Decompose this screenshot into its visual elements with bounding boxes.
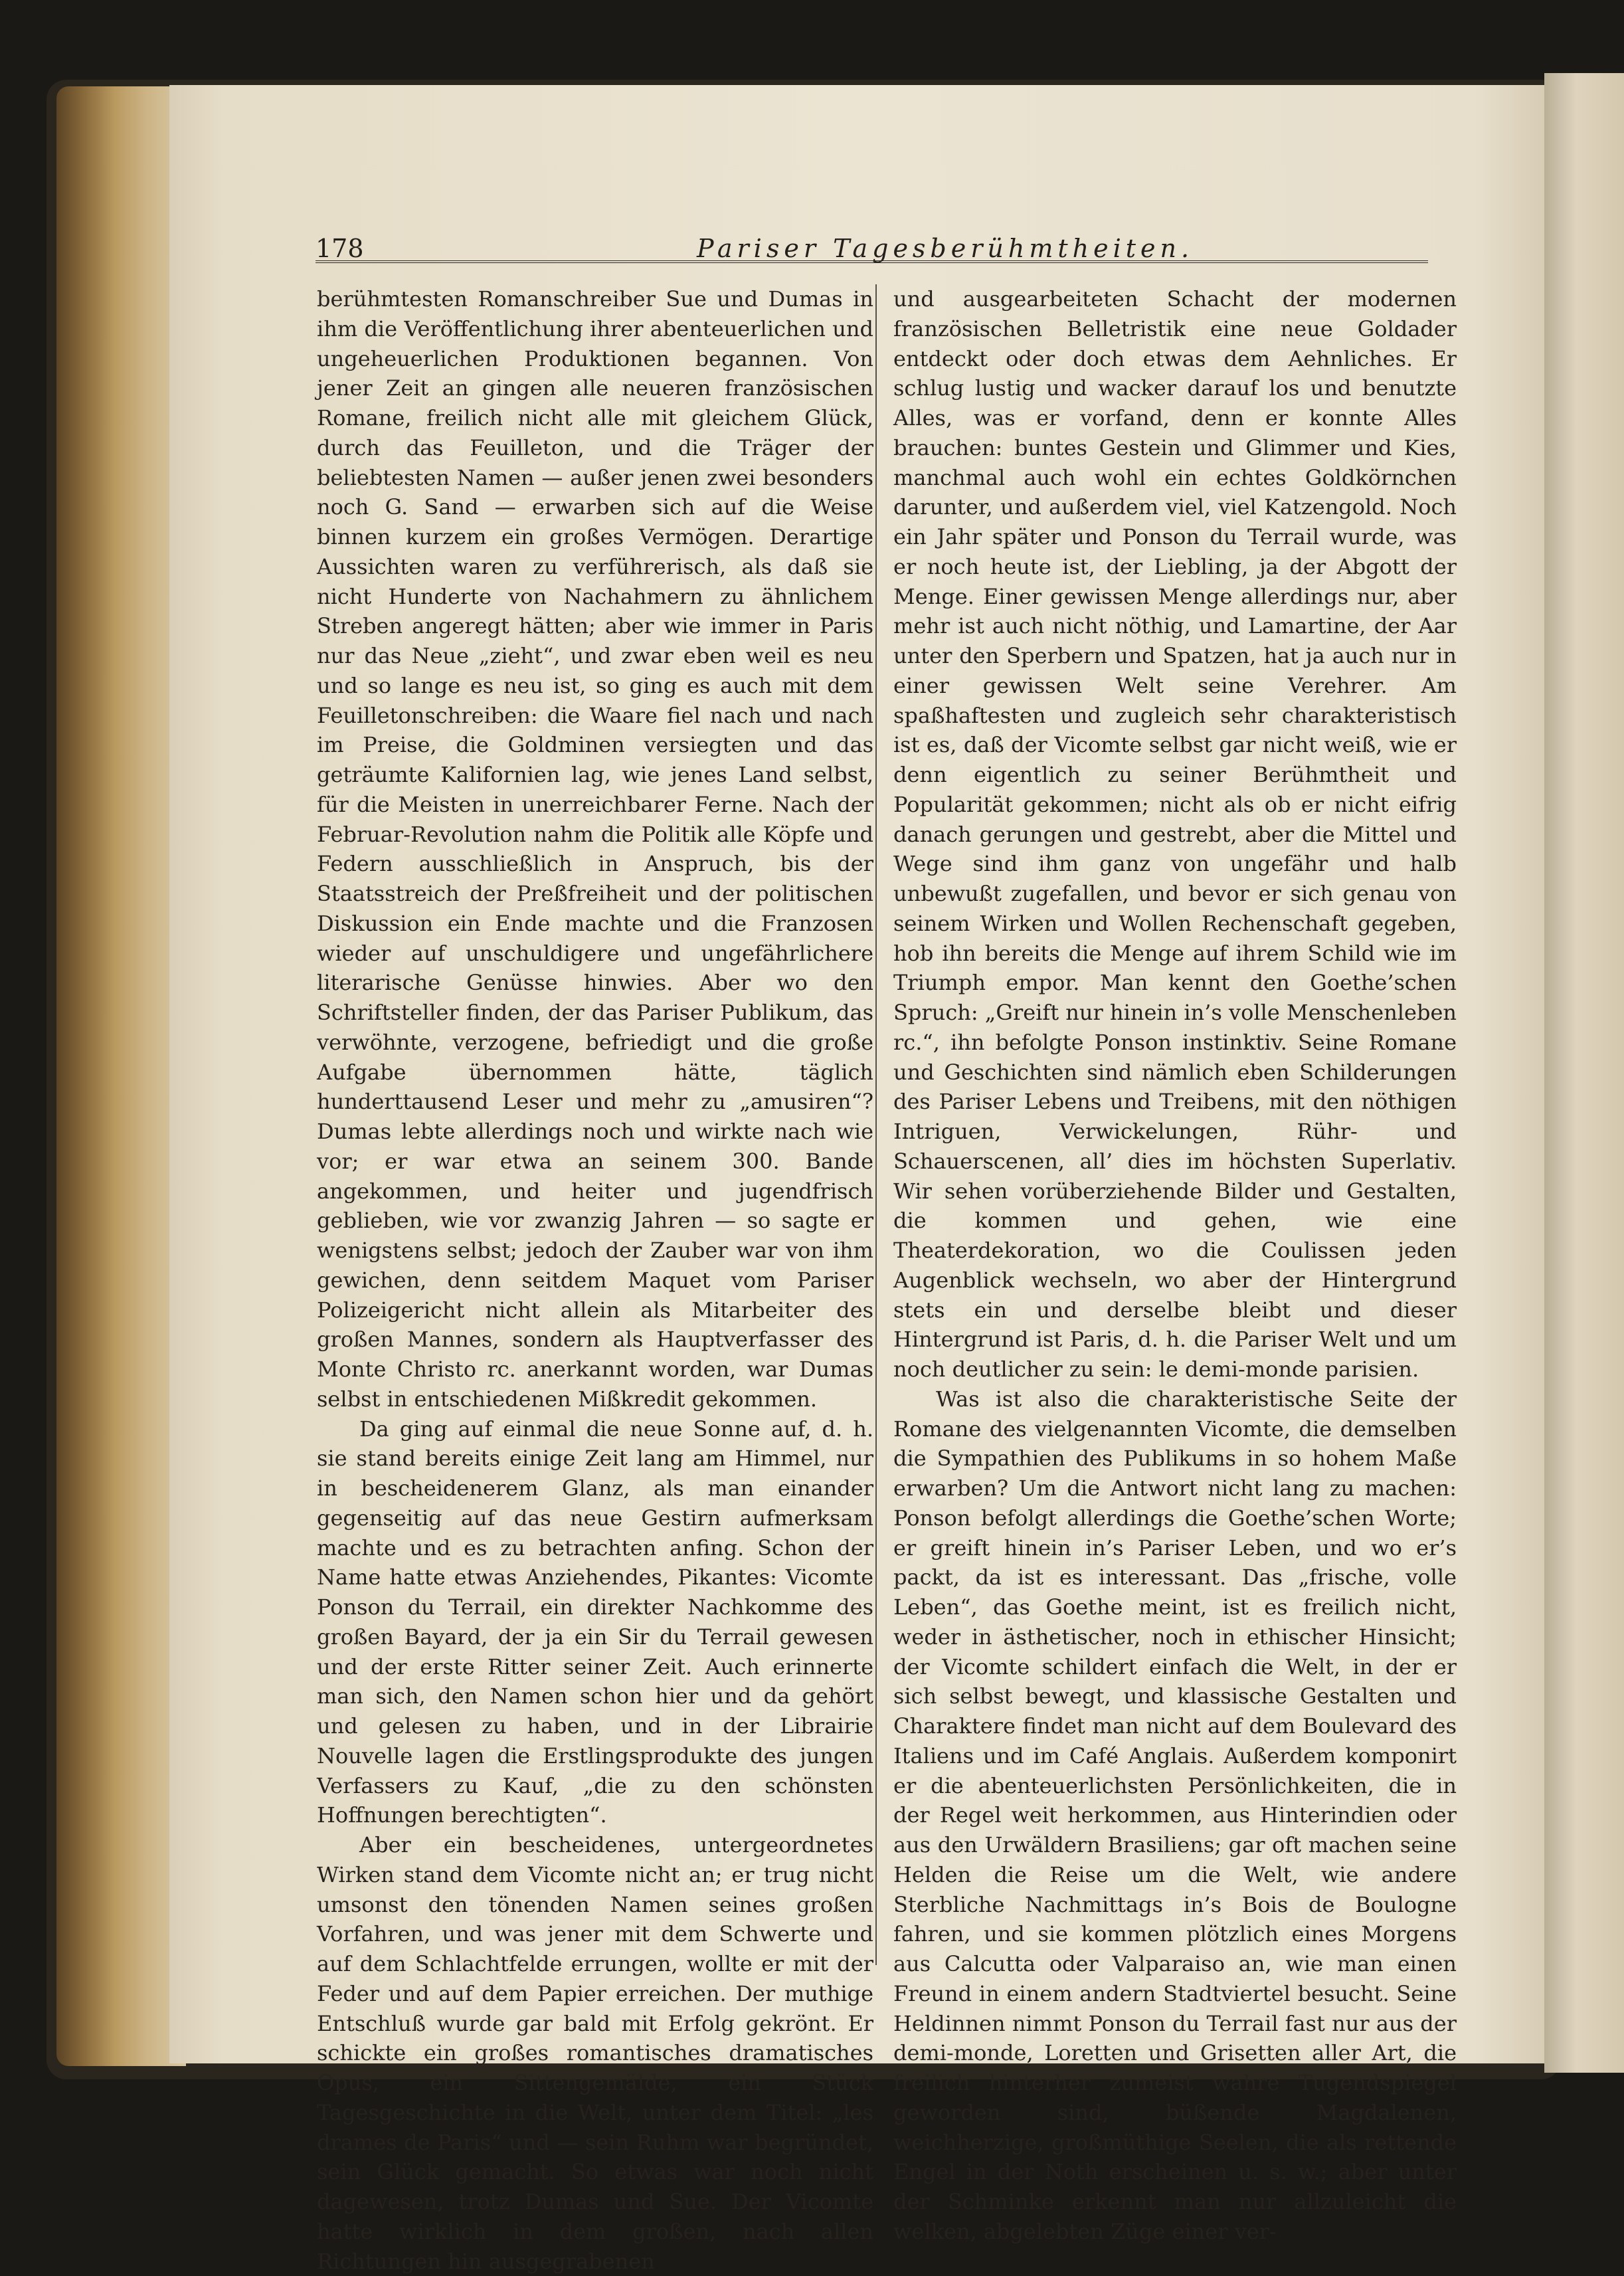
paragraph: berühmtesten Romanschreiber Sue und Dumas in ihm die Veröffentlichung ihrer abenteuerlichen und ungeheuerlichen Produktionen begannen. Von jener Zeit an gingen alle neueren französischen Romane, freilich nicht alle mit gleichem Glück, durch das Feuilleton, und die Träger der beliebtesten Namen — außer jenen zwei besonders noch G. Sand — erwarben sich auf die Weise binnen kurzem ein großes Vermögen. Derartige Aussichten waren zu verführerisch, als daß sie nicht Hunderte von Nachahmern zu ähnlichem Streben angeregt hätten; aber wie immer in Paris nur das Neue „zieht“, und zwar eben weil es neu und so lange es neu ist, so ging es auch mit dem Feuilletonschreiben: die Waare fiel nach und nach im Preise, die Goldminen versiegten und das geträumte Kalifornien lag, wie jenes Land selbst, für die Meisten in unerreichbarer Ferne. Nach der Februar-Revolution nahm die Politik alle Köpfe und Federn ausschließlich in Anspruch, bis der Staatsstreich der Preßfreiheit und der politischen Diskussion ein Ende machte und die Franzosen wieder auf unschuldigere und ungefährlichere literarische Genüsse hinwies. Aber wo den Schriftsteller finden, der das Pariser Publikum, das verwöhnte, verzogene, befriedigt und die große Aufgabe übernommen hätte, täglich hunderttausend Leser und mehr zu „amusiren“? Dumas lebte allerdings noch und wirkte nach wie vor; er war etwa an seinem 300. Bande angekommen, und heiter und jugendfrisch geblieben, wie vor zwanzig Jahren — so sagte er wenigstens selbst; jedoch der Zauber war von ihm gewichen, denn seitdem Maquet vom Pariser Polizeigericht nicht allein als Mitarbeiter des großen Mannes, sondern als Hauptverfasser des Monte Christo rc. anerkannt worden, war Dumas selbst in entschiedenen Mißkredit gekommen. bbox=[317, 286, 873, 1412]
right-column bbox=[893, 284, 1457, 2247]
running-head bbox=[316, 234, 1425, 274]
paragraph: und ausgearbeiteten Schacht der modernen französischen Belletristik eine neue Goldader entdeckt oder doch etwas dem Aehnliches. Er schlug lustig und wacker darauf los und benutzte Alles, was er vorfand, denn er konnte Alles brauchen: buntes Gestein und Glimmer und Kies, manchmal auch wohl ein echtes Goldkörnchen darunter, und außerdem viel, viel Katzengold. Noch ein Jahr später und Ponson du Terrail wurde, was er noch heute ist, der Liebling, ja der Abgott der Menge. Einer gewissen Menge allerdings nur, aber mehr ist auch nicht nöthig, und Lamartine, der Aar unter den Sperbern und Spatzen, hat ja auch nur in einer gewissen Welt seine Verehrer. Am spaßhaftesten und zugleich sehr charakteristisch ist es, daß der Vicomte selbst gar nicht weiß, wie er denn eigentlich zu seiner Berühmtheit und Popularität gekommen; nicht als ob er nicht eifrig danach gerungen und gestrebt, aber die Mittel und Wege sind ihm ganz von ungefähr und halb unbewußt zugefallen, und bevor er sich genau von seinem Wirken und Wollen Rechenschaft gegeben, hob ihn bereits die Menge auf ihrem Schild wie im Triumph empor. Man kennt den Goethe’schen Spruch: „Greift nur hinein in’s volle Menschenleben rc.“, ihn befolgte Ponson instinktiv. Seine Romane und Geschichten sind nämlich eben Schilderungen des Pariser Lebens und Treibens, mit den nöthigen Intriguen, Verwickelungen, Rühr- und Schauerscenen, all’ dies im höchsten Superlativ. Wir sehen vorüberziehende Bilder und Gestalten, die kommen und gehen, wie eine Theaterdekoration, wo die Coulissen jeden Augenblick wechseln, wo aber der Hintergrund stets ein und derselbe bleibt und dieser Hintergrund ist Paris, d. h. die Pariser Welt und um noch deutlicher zu sein: le demi-monde parisien. bbox=[893, 286, 1457, 1382]
paragraph: Da ging auf einmal die neue Sonne auf, d. h. sie stand bereits einige Zeit lang am Himmel, nur in bescheidenerem Glanz, als man einander gegenseitig auf das neue Gestirn aufmerksam machte und es zu betrachten anfing. Schon der Name hatte etwas Anziehendes, Pikantes: Vicomte Ponson du Terrail, ein direkter Nachkomme des großen Bayard, der ja ein Sir du Terrail gewesen und der erste Ritter seiner Zeit. Auch erinnerte man sich, den Namen schon hier und da gehört und gelesen zu haben, und in der Librairie Nouvelle lagen die Erstlingsprodukte des jungen Verfassers zu Kauf, „die zu den schönsten Hoffnungen berechtigten“. bbox=[317, 1416, 873, 1828]
column-divider bbox=[875, 284, 877, 1965]
page-number: 178 bbox=[316, 234, 364, 263]
left-column bbox=[317, 284, 873, 2276]
paragraph: Was ist also die charakteristische Seite der Romane des vielgenannten Vicomte, die demselben die Sympathien des Publikums in so hohem Maße erwarben? Um die Antwort nicht lang zu machen: Ponson befolgt allerdings die Goethe’schen Worte; er greift hinein in’s Pariser Leben, und wo er’s packt, da ist es interessant. Das „frische, volle Leben“, das Goethe meint, ist es freilich nicht, weder in ästhetischer, noch in ethischer Hinsicht; der Vicomte schildert einfach die Welt, in der er sich selbst bewegt, und klassische Gestalten und Charaktere findet man nicht auf dem Boulevard des Italiens und im Café Anglais. Außerdem komponirt er die abenteuerlichsten Persönlichkeiten, die in der Regel weit herkommen, aus Hinterindien oder aus den Urwäldern Brasiliens; gar oft machen seine Helden die Reise um die Welt, wie andere Sterbliche Nachmittags in’s Bois de Boulogne fahren, und sie kommen plötzlich eines Morgens aus Calcutta oder Valparaiso an, wie man einen Freund in einem andern Stadtviertel besucht. Seine Heldinnen nimmt Ponson du Terrail fast nur aus der demi-monde, Loretten und Grisetten aller Art, die freilich hinterher zumeist wahre Tugendspiegel geworden sind, büßende Magdalenen, weichherzige, großmüthige Seelen, die als rettende Engel in der Noth erscheinen u. s. w.; aber unter der Schminke erkennt man nur allzuleicht die welken, abgelebten Züge einer ver- bbox=[893, 1386, 1457, 2244]
running-title: Pariser Tagesberühmtheiten. bbox=[697, 234, 1194, 263]
paragraph: Aber ein bescheidenes, untergeordnetes Wirken stand dem Vicomte nicht an; er trug nicht umsonst den tönenden Namen seines großen Vorfahren, und was jener mit dem Schwerte und auf dem Schlachtfelde errungen, wollte er mit der Feder und auf dem Papier erreichen. Der muthige Entschluß wurde gar bald mit Erfolg gekrönt. Er schickte ein großes romantisches dramatisches Opus, ein Sittengemälde, ein Stück Tagesgeschichte in die Welt, unter dem Titel: „les drames de Paris“ und — sein Ruhm war begründet, sein Glück gemacht. So etwas war noch nicht dagewesen, trotz Dumas und Sue. Der Vicomte hatte wirklich in dem großen, nach allen Richtungen hin ausgegrabenen bbox=[317, 1832, 873, 2274]
book-page-edges bbox=[56, 86, 186, 2066]
header-rule bbox=[316, 260, 1428, 263]
facing-page-edge bbox=[1544, 73, 1624, 2073]
